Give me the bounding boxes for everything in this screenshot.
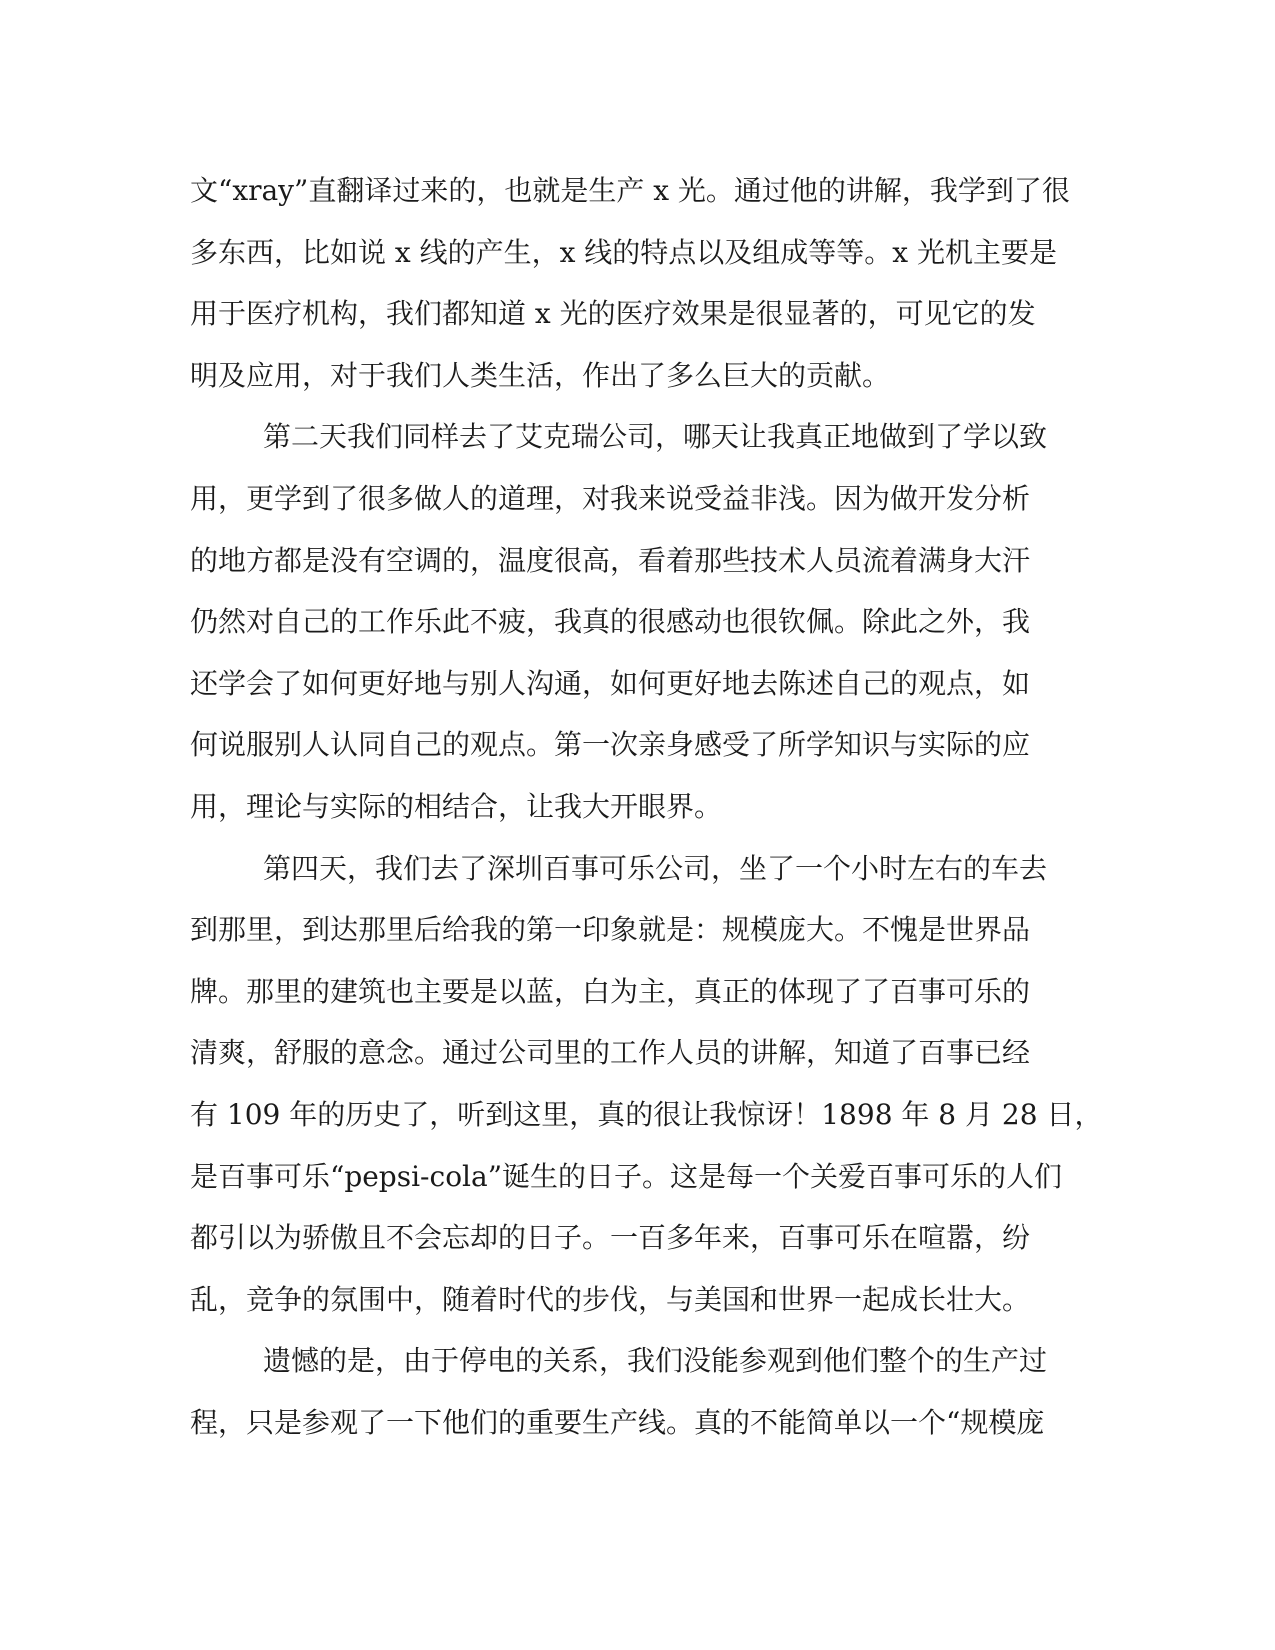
body-text [190,160,1103,1453]
text-line: 文“xray”直翻译过来的，也就是生产 x 光。通过他的讲解，我学到了很 [190,174,1070,207]
paragraph-first-line: 遗憾的是，由于停电的关系，我们没能参观到他们整个的生产过 [263,1344,1048,1378]
text-line: 程，只是参观了一下他们的重要生产线。真的不能简单以一个“规模庞 [190,1405,1045,1439]
text-line: 牌。那里的建筑也主要是以蓝，白为主，真正的体现了了百事可乐的 [190,974,1031,1008]
text-line: 清爽，舒服的意念。通过公司里的工作人员的讲解，知道了百事已经 [190,1036,1031,1070]
text-line: 多东西，比如说 x 线的产生，x 线的特点以及组成等等。x 光机主要是 [190,235,1057,269]
text-line: 有 109 年的历史了，听到这里，真的很让我惊讶！1898 年 8 月 28 日， [190,1097,1103,1131]
paragraph-first-line: 第二天我们同样去了艾克瑞公司，哪天让我真正地做到了学以致 [263,420,1048,454]
text-line: 何说服别人认同自己的观点。第一次亲身感受了所学知识与实际的应 [190,728,1031,762]
paragraph-first-line: 第四天，我们去了深圳百事可乐公司，坐了一个小时左右的车去 [263,851,1048,885]
text-line: 仍然对自己的工作乐此不疲，我真的很感动也很钦佩。除此之外，我 [190,605,1031,639]
text-line: 是百事可乐“pepsi-cola”诞生的日子。这是每一个关爱百事可乐的人们 [190,1159,1063,1193]
text-line: 都引以为骄傲且不会忘却的日子。一百多年来，百事可乐在喧嚣，纷 [190,1221,1031,1255]
text-line: 用，更学到了很多做人的道理，对我来说受益非浅。因为做开发分析 [190,481,1031,515]
text-line: 乱，竞争的氛围中，随着时代的步伐，与美国和世界一起成长壮大。 [190,1282,1031,1316]
text-line: 用，理论与实际的相结合，让我大开眼界。 [190,789,723,823]
text-line: 到那里，到达那里后给我的第一印象就是：规模庞大。不愧是世界品 [190,913,1031,947]
text-line: 明及应用，对于我们人类生活，作出了多么巨大的贡献。 [190,358,891,392]
text-line: 的地方都是没有空调的，温度很高，看着那些技术人员流着满身大汗 [190,543,1031,577]
text-line: 用于医疗机构，我们都知道 x 光的医疗效果是很显著的，可见它的发 [190,297,1036,331]
text-line: 还学会了如何更好地与别人沟通，如何更好地去陈述自己的观点，如 [190,666,1031,700]
